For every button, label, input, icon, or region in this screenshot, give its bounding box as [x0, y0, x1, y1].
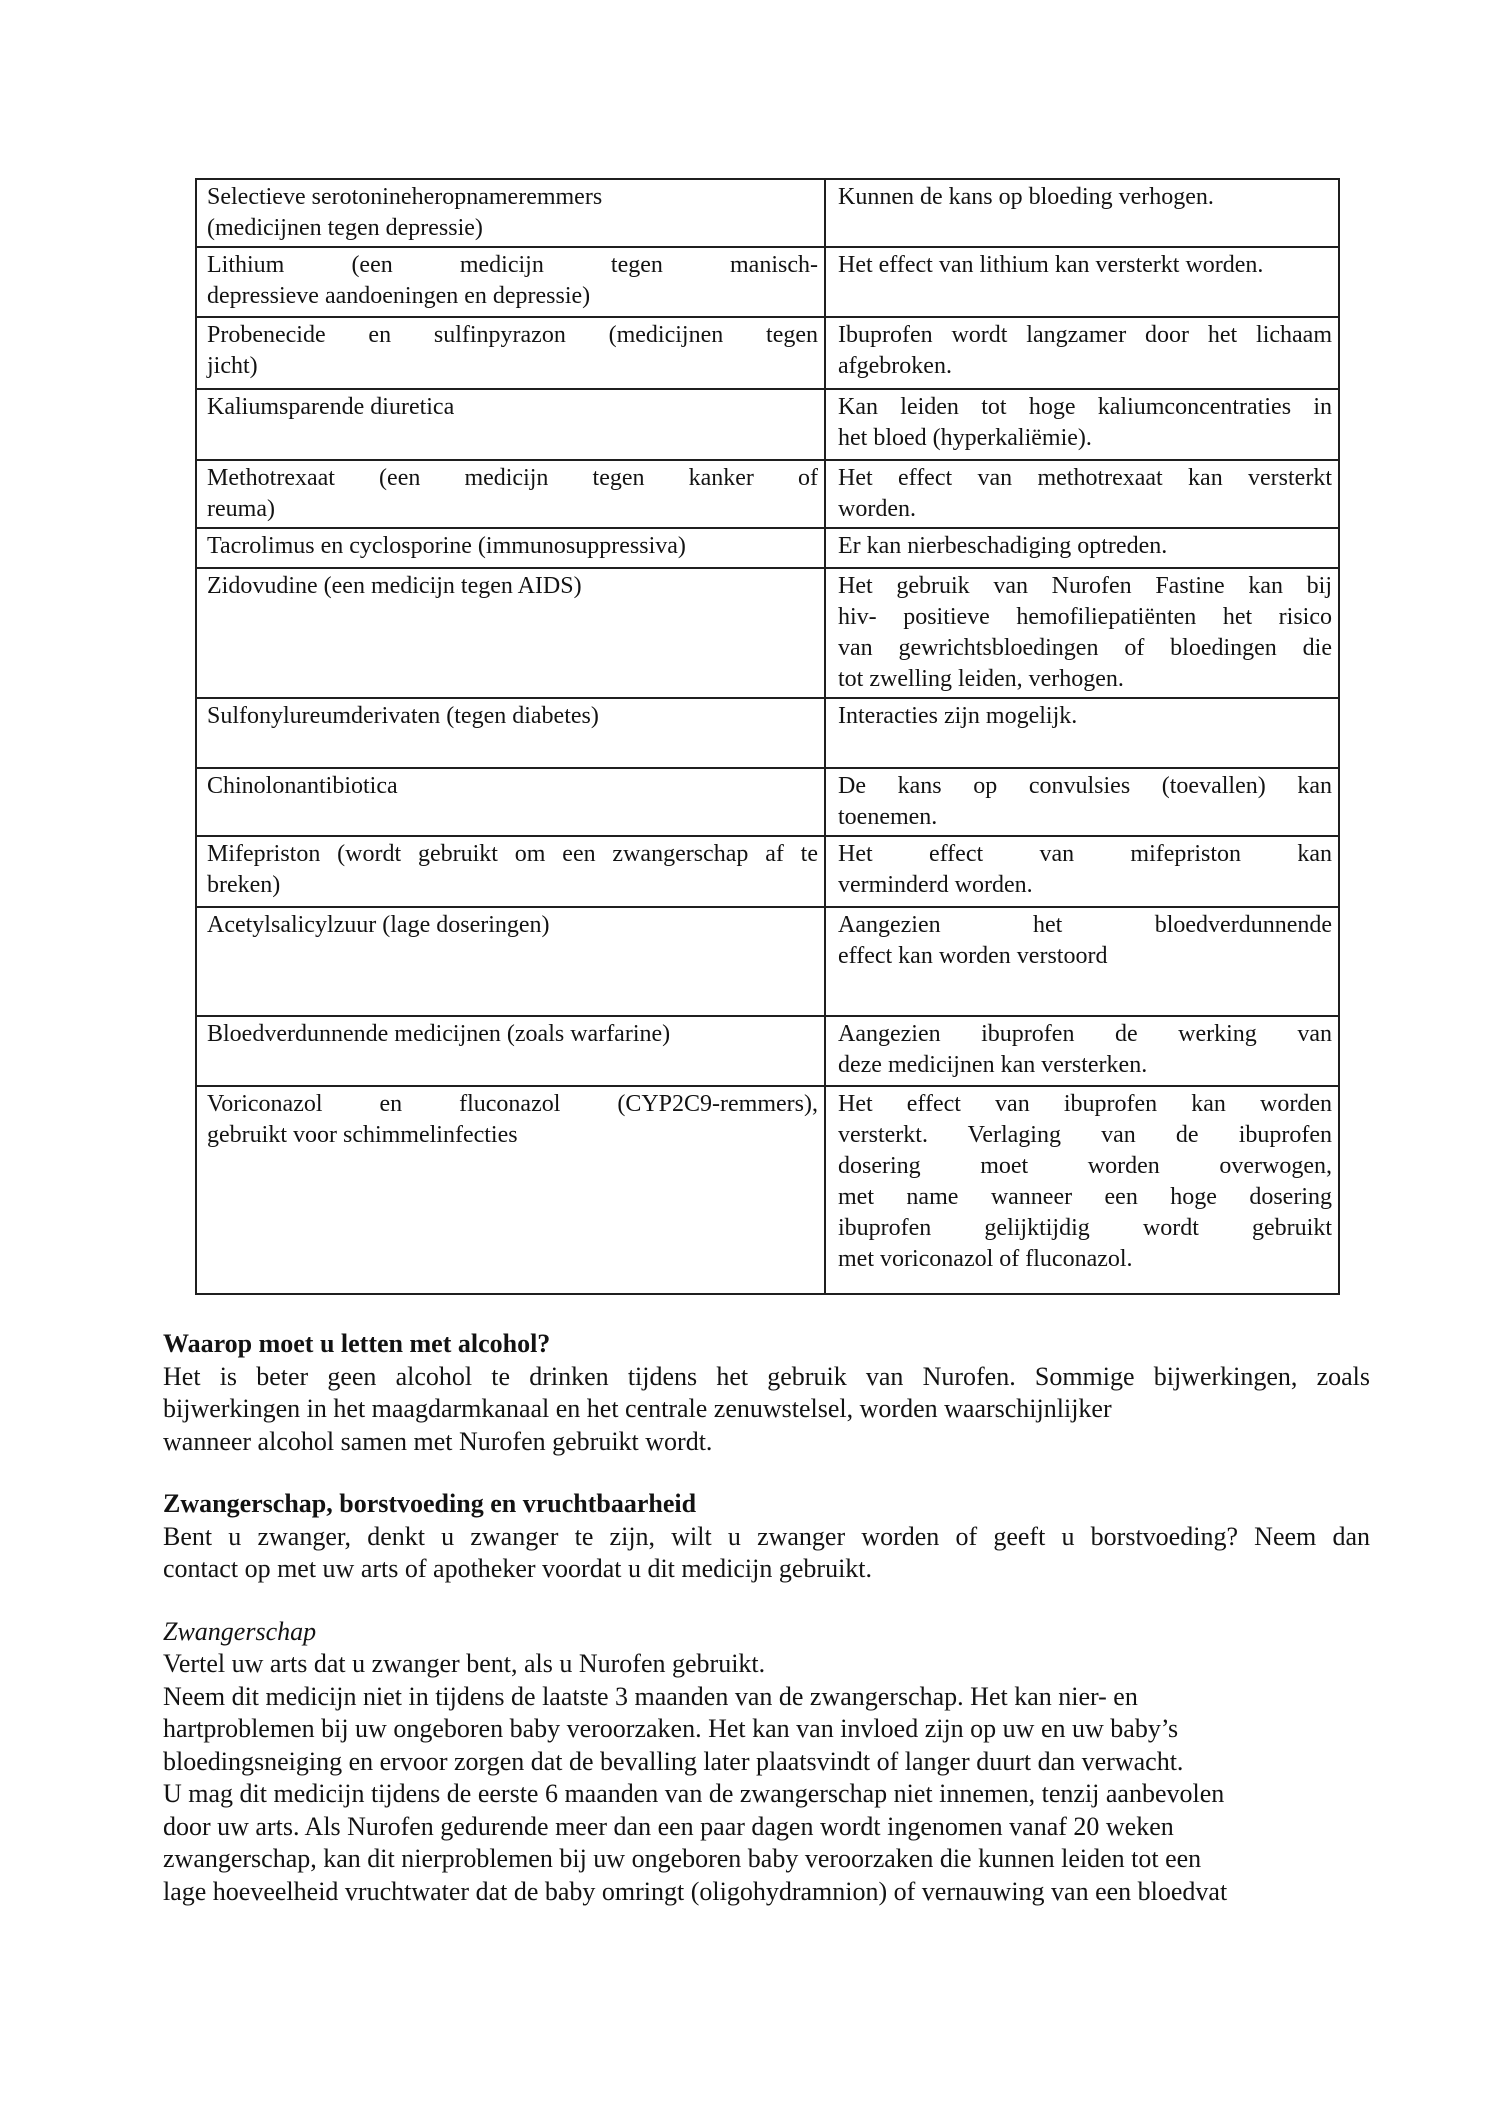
drug-cell [196, 528, 825, 568]
effect-cell [825, 179, 1339, 247]
text-line: Lithium (een medicijn tegen manisch- [207, 252, 818, 278]
text-line: Acetylsalicylzuur (lage doseringen) [207, 912, 550, 938]
drug-interactions-table [195, 178, 1340, 1295]
text-line: Chinolonantibiotica [207, 773, 398, 799]
text-line: afgebroken. [838, 353, 952, 379]
drug-cell [196, 460, 825, 528]
effect-cell [825, 568, 1339, 698]
effect-cell [825, 836, 1339, 907]
text-line: Ibuprofen wordt langzamer door het lichaam [838, 322, 1332, 348]
text-line: wanneer alcohol samen met Nurofen gebruikt wordt. [163, 1426, 713, 1456]
effect-cell [825, 528, 1339, 568]
drug-cell [196, 1016, 825, 1086]
text-line: Aangezien het bloedverdunnende [838, 912, 1332, 938]
effect-cell [825, 460, 1339, 528]
table-row [196, 836, 1339, 907]
text-line: Methotrexaat (een medicijn tegen kanker of [207, 465, 818, 491]
table-row [196, 768, 1339, 836]
drug-cell [196, 389, 825, 460]
text-line: Bent u zwanger, denkt u zwanger te zijn, wilt u zwanger worden of geeft u borstvoeding? Neem dan [163, 1521, 1370, 1551]
text-line: toenemen. [838, 804, 938, 830]
text-line: gebruikt voor schimmelinfecties [207, 1122, 518, 1148]
drug-cell [196, 907, 825, 1016]
table-row [196, 460, 1339, 528]
text-line: bijwerkingen in het maagdarmkanaal en het centrale zenuwstelsel, worden waarschijnlijker [163, 1394, 1112, 1423]
effect-cell [825, 1016, 1339, 1086]
text-line: Vertel uw arts dat u zwanger bent, als u Nurofen gebruikt. [163, 1649, 766, 1678]
text-line: effect kan worden verstoord [838, 943, 1108, 969]
text-line: De kans op convulsies (toevallen) kan [838, 773, 1332, 799]
text-line: deze medicijnen kan versterken. [838, 1052, 1148, 1078]
text-line: Mifepriston (wordt gebruikt om een zwangerschap af te [207, 841, 818, 867]
text-line: met name wanneer een hoge dosering [838, 1184, 1332, 1210]
table-row [196, 907, 1339, 1016]
drug-cell [196, 836, 825, 907]
table-row [196, 568, 1339, 698]
text-line: Selectieve serotonineheropnameremmers [207, 184, 603, 210]
text-line: Het effect van ibuprofen kan worden [838, 1091, 1332, 1117]
drug-interactions-table-body [196, 179, 1339, 1294]
text-line: ibuprofen gelijktijdig wordt gebruikt [838, 1215, 1332, 1241]
drug-cell [196, 179, 825, 247]
text-line: Bloedverdunnende medicijnen (zoals warfarine) [207, 1021, 671, 1047]
section-heading: Waarop moet u letten met alcohol? [163, 1329, 551, 1358]
effect-cell [825, 1086, 1339, 1294]
text-line: breken) [207, 872, 281, 898]
paragraph [163, 1521, 1370, 1586]
drug-cell [196, 698, 825, 768]
drug-cell [196, 317, 825, 389]
table-row [196, 528, 1339, 568]
effect-cell [825, 907, 1339, 1016]
text-line: verminderd worden. [838, 872, 1033, 898]
text-line: Kan leiden tot hoge kaliumconcentraties in [838, 394, 1332, 420]
text-line: worden. [838, 496, 916, 522]
table-row [196, 389, 1339, 460]
text-line: Zidovudine (een medicijn tegen AIDS) [207, 573, 582, 599]
drug-cell [196, 568, 825, 698]
text-line: hiv- positieve hemofiliepatiënten het risico [838, 604, 1332, 630]
section-heading: Zwangerschap, borstvoeding en vruchtbaarheid [163, 1489, 697, 1518]
text-line: contact op met uw arts of apotheker voordat u dit medicijn gebruikt. [163, 1554, 873, 1583]
text-line: dosering moet worden overwogen, [838, 1153, 1332, 1179]
text-line: tot zwelling leiden, verhogen. [838, 666, 1124, 692]
text-line: Het effect van methotrexaat kan versterkt [838, 465, 1332, 491]
text-line: Het effect van mifepriston kan [838, 841, 1332, 867]
paragraph [163, 1361, 1370, 1459]
paragraph [163, 1648, 1370, 1908]
text-line: bloedingsneiging en ervoor zorgen dat de bevalling later plaatsvindt of langer duurt dan verwacht. [163, 1746, 1184, 1776]
text-line: versterkt. Verlaging van de ibuprofen [838, 1122, 1332, 1148]
effect-cell [825, 389, 1339, 460]
text-line: (medicijnen tegen depressie) [207, 215, 483, 241]
text-line: Tacrolimus en cyclosporine (immunosuppressiva) [207, 533, 686, 559]
drug-cell [196, 247, 825, 317]
text-line: Aangezien ibuprofen de werking van [838, 1021, 1332, 1047]
text-line: Probenecide en sulfinpyrazon (medicijnen tegen [207, 322, 818, 348]
effect-cell [825, 247, 1339, 317]
text-line: hartproblemen bij uw ongeboren baby veroorzaken. Het kan van invloed zijn op uw en uw baby’s [163, 1714, 1179, 1743]
text-line: depressieve aandoeningen en depressie) [207, 283, 591, 309]
text-line: Het effect van lithium kan versterkt worden. [838, 252, 1264, 278]
text-line: reuma) [207, 496, 275, 522]
text-line: Kunnen de kans op bloeding verhogen. [838, 184, 1214, 210]
table-row [196, 1016, 1339, 1086]
table-row [196, 179, 1339, 247]
text-line: Interacties zijn mogelijk. [838, 703, 1078, 729]
text-line: Kaliumsparende diuretica [207, 394, 455, 420]
text-line: Sulfonylureumderivaten (tegen diabetes) [207, 703, 599, 729]
drug-cell [196, 1086, 825, 1294]
text-line: Het is beter geen alcohol te drinken tijdens het gebruik van Nurofen. Sommige bijwerkingen, zoals [163, 1361, 1370, 1391]
text-line: door uw arts. Als Nurofen gedurende meer dan een paar dagen wordt ingenomen vanaf 20 weken [163, 1811, 1174, 1841]
effect-cell [825, 698, 1339, 768]
table-row [196, 698, 1339, 768]
text-line: Het gebruik van Nurofen Fastine kan bij [838, 573, 1332, 599]
table-row [196, 247, 1339, 317]
text-line: jicht) [207, 353, 258, 379]
text-line: Voriconazol en fluconazol (CYP2C9-remmers), [207, 1091, 818, 1117]
text-line: Er kan nierbeschadiging optreden. [838, 533, 1168, 559]
text-line: het bloed (hyperkaliëmie). [838, 425, 1092, 451]
text-line: met voriconazol of fluconazol. [838, 1246, 1133, 1272]
text-line: lage hoeveelheid vruchtwater dat de baby omringt (oligohydramnion) of vernauwing van een bloedvat [163, 1876, 1228, 1906]
effect-cell [825, 768, 1339, 836]
text-line: U mag dit medicijn tijdens de eerste 6 maanden van de zwangerschap niet innemen, tenzij aanbevolen [163, 1779, 1225, 1808]
section-heading: Zwangerschap [163, 1616, 317, 1646]
drug-cell [196, 768, 825, 836]
table-row [196, 317, 1339, 389]
text-line: van gewrichtsbloedingen of bloedingen die [838, 635, 1332, 661]
table-row [196, 1086, 1339, 1294]
body-sections [163, 1328, 1370, 1908]
text-line: zwangerschap, kan dit nierproblemen bij uw ongeboren baby veroorzaken die kunnen leiden tot een [163, 1844, 1202, 1873]
text-line: Neem dit medicijn niet in tijdens de laatste 3 maanden van de zwangerschap. Het kan nier- en [163, 1681, 1138, 1711]
effect-cell [825, 317, 1339, 389]
